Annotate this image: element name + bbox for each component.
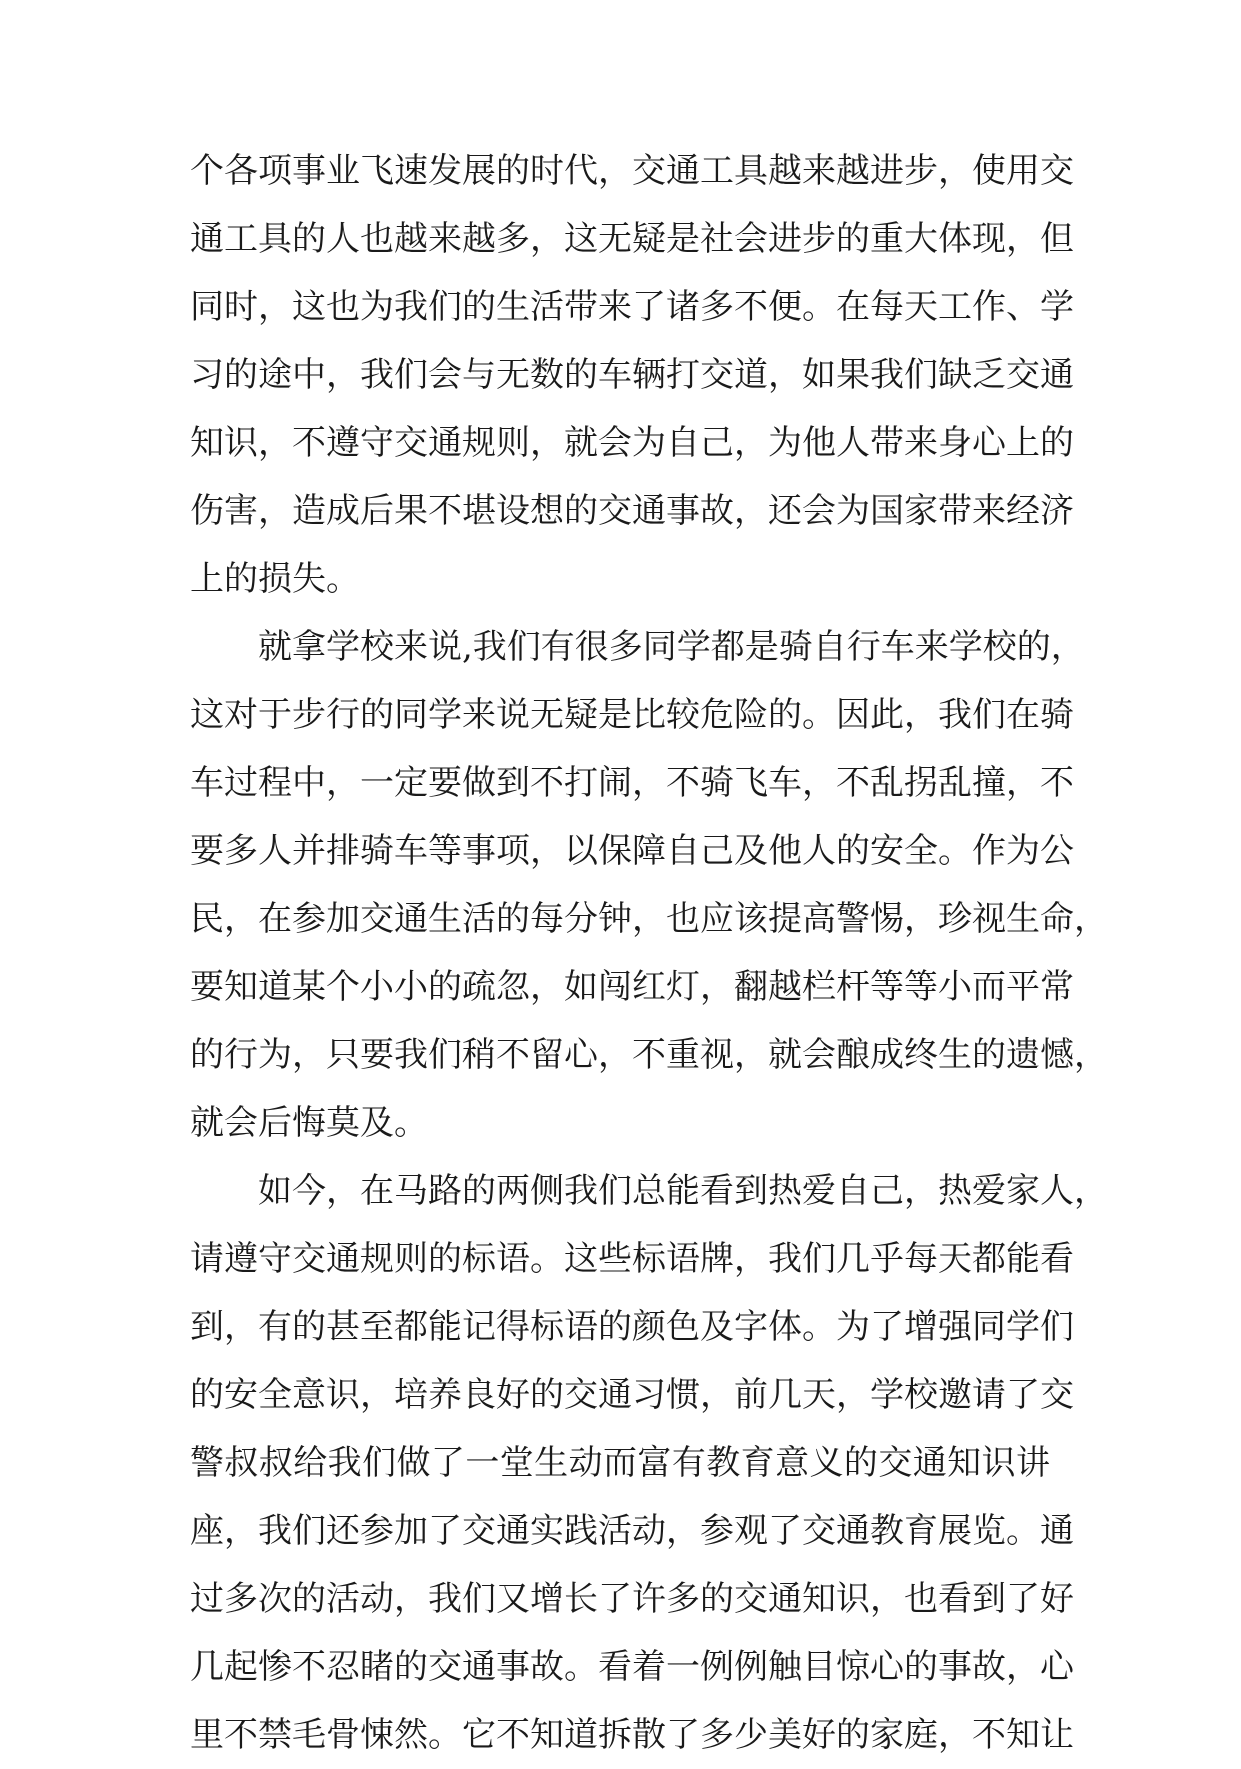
text-line: 民，在参加交通生活的每分钟，也应该提高警惕，珍视生命， <box>190 899 1108 939</box>
text-line: 这对于步行的同学来说无疑是比较危险的。因此，我们在骑 <box>190 695 1074 735</box>
text-line: 请遵守交通规则的标语。这些标语牌，我们几乎每天都能看 <box>190 1239 1074 1279</box>
body-text <box>190 137 1108 1769</box>
text-line: 到，有的甚至都能记得标语的颜色及字体。为了增强同学们 <box>190 1307 1074 1347</box>
text-line: 的行为，只要我们稍不留心，不重视，就会酿成终生的遗憾， <box>190 1035 1108 1075</box>
text-line: 个各项事业飞速发展的时代，交通工具越来越进步，使用交 <box>190 151 1074 191</box>
text-line: 通工具的人也越来越多，这无疑是社会进步的重大体现，但 <box>190 219 1074 259</box>
text-line: 座，我们还参加了交通实践活动，参观了交通教育展览。通 <box>190 1511 1074 1551</box>
text-line: 的安全意识，培养良好的交通习惯，前几天，学校邀请了交 <box>190 1375 1074 1415</box>
text-line: 知识，不遵守交通规则，就会为自己，为他人带来身心上的 <box>190 423 1074 463</box>
text-line: 就会后悔莫及。 <box>190 1103 428 1143</box>
paragraph-first-line: 就拿学校来说,我们有很多同学都是骑自行车来学校的， <box>258 627 1085 667</box>
text-line: 里不禁毛骨悚然。它不知道拆散了多少美好的家庭，不知让 <box>190 1715 1074 1755</box>
text-line: 上的损失。 <box>190 559 360 599</box>
text-line: 车过程中，一定要做到不打闹，不骑飞车，不乱拐乱撞，不 <box>190 763 1074 803</box>
text-line: 警叔叔给我们做了一堂生动而富有教育意义的交通知识讲 <box>190 1443 1050 1483</box>
text-line: 伤害，造成后果不堪设想的交通事故，还会为国家带来经济 <box>190 491 1074 531</box>
text-line: 要多人并排骑车等事项，以保障自己及他人的安全。作为公 <box>190 831 1074 871</box>
paragraph-first-line: 如今，在马路的两侧我们总能看到热爱自己，热爱家人， <box>258 1171 1108 1211</box>
text-line: 要知道某个小小的疏忽，如闯红灯，翻越栏杆等等小而平常 <box>190 967 1074 1007</box>
text-line: 习的途中，我们会与无数的车辆打交道，如果我们缺乏交通 <box>190 355 1074 395</box>
text-line: 过多次的活动，我们又增长了许多的交通知识，也看到了好 <box>190 1579 1074 1619</box>
text-line: 几起惨不忍睹的交通事故。看着一例例触目惊心的事故，心 <box>190 1647 1074 1687</box>
text-line: 同时，这也为我们的生活带来了诸多不便。在每天工作、学 <box>190 287 1074 327</box>
